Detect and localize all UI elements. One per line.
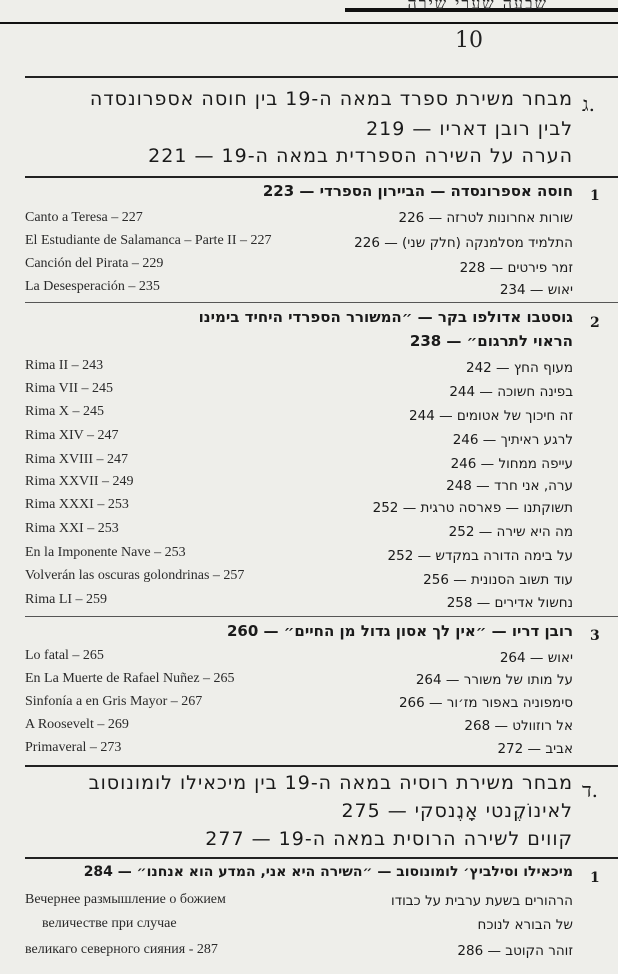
poem-hebrew: עייפה ממחול — 246 xyxy=(450,456,573,472)
poet-title: רובן דריו — ״אין לך אסון גדול מן החיים״ — 260 xyxy=(227,622,573,640)
poem-hebrew: תשוקתנו — פארסה טרגית — 252 xyxy=(372,500,573,516)
poem-original: Volverán las oscuras golondrinas – 257 xyxy=(25,568,245,583)
section-marker: ג. xyxy=(582,92,595,116)
section-marker: ד. xyxy=(582,778,598,802)
poem-hebrew: מה היא שירה — 252 xyxy=(448,524,573,540)
poet-title: חוסה אספרונסדה — הביירון הספרדי — 223 xyxy=(262,182,573,200)
poem-hebrew: יאוש — 234 xyxy=(499,282,573,298)
poem-hebrew: ערה, אני חרד — 248 xyxy=(446,478,573,494)
poem-hebrew: זמר פירטים — 228 xyxy=(459,260,573,276)
poem-original: Rima VII – 245 xyxy=(25,381,114,396)
poet-title: מיכאילו וסילביץ׳ לומונוסוב — ״השירה היא אני, המדע הוא אנחנו״ — 284 xyxy=(83,864,573,880)
poem-hebrew: סימפוניה באפור מז׳ור — 266 xyxy=(398,695,573,711)
poet-title: גוסטבו אדולפו בקר — ״המשורר הספרדי היחיד בימינו xyxy=(198,308,573,326)
poet-title: הראוי לתרגום״ — 238 xyxy=(409,332,573,350)
poem-hebrew: על מותו של משורר — 264 xyxy=(415,672,573,688)
section-title-line: מבחר משירת רוסיה במאה ה-19 בין מיכאילו לומונוסוב xyxy=(88,772,573,794)
poem-hebrew: נחשול אדירים — 258 xyxy=(446,595,573,611)
poem-hebrew: מעוף החץ — 242 xyxy=(465,360,573,376)
poem-original: великаго северного сияния - 287 xyxy=(25,942,218,957)
poem-original: Canto a Teresa – 227 xyxy=(25,210,143,225)
divider xyxy=(25,857,618,859)
poet-number: 1 xyxy=(590,188,600,204)
poem-original: Rima XIV – 247 xyxy=(25,428,119,443)
poem-original: Sinfonía a en Gris Mayor – 267 xyxy=(25,694,203,709)
poem-original: Rima II – 243 xyxy=(25,358,104,373)
poem-original: Rima XXI – 253 xyxy=(25,521,119,536)
poem-hebrew: על בימה הדורה במקדש — 252 xyxy=(387,548,573,564)
section-title-line: מבחר משירת ספרד במאה ה-19 בין חוסה אספרונסדה xyxy=(89,88,573,110)
running-header xyxy=(0,0,618,24)
poem-hebrew: הרהורים בשעת ערבית על כבודו xyxy=(391,893,573,909)
page-number: 10 xyxy=(455,28,483,53)
poem-original: A Roosevelt – 269 xyxy=(25,717,129,732)
poet-number: 3 xyxy=(590,628,600,644)
poem-hebrew: בפינה חשוכה — 244 xyxy=(449,384,573,400)
poem-hebrew: זה חיכוך של אטומים — 244 xyxy=(409,408,573,424)
running-title: שבעה שערי שירה xyxy=(407,0,548,13)
poem-original: величестве при случае xyxy=(42,916,177,931)
poem-original: Lo fatal – 265 xyxy=(25,648,104,663)
poem-original: Rima XVIII – 247 xyxy=(25,452,129,467)
poem-original: En la Imponente Nave – 253 xyxy=(25,545,186,560)
poem-hebrew: שורות אחרונות לטרזה — 226 xyxy=(398,210,573,226)
poem-original: Rima XXVII – 249 xyxy=(25,474,134,489)
section-title-line: לבין רובן דאריו — 219 xyxy=(366,118,573,140)
divider xyxy=(25,176,618,178)
poet-number: 2 xyxy=(590,315,600,331)
poem-original: El Estudiante de Salamanca – Parte II – 227 xyxy=(25,233,272,248)
poem-hebrew: אל רוזוולט — 268 xyxy=(464,718,573,734)
poet-number: 1 xyxy=(590,870,600,886)
poem-original: Rima XXXI – 253 xyxy=(25,497,129,512)
section-note: הערה על השירה הספרדית במאה ה-19 — 221 xyxy=(148,145,573,167)
poem-original: Canción del Pirata – 229 xyxy=(25,256,164,271)
divider xyxy=(25,302,618,303)
poem-hebrew: אביב — 272 xyxy=(497,741,573,757)
poem-original: Rima LI – 259 xyxy=(25,592,108,607)
poem-original: Primaveral – 273 xyxy=(25,740,122,755)
divider xyxy=(25,76,618,78)
section-title-line: לאינוֹקֶנטי אָנֶנסקי — 275 xyxy=(341,800,573,822)
poem-hebrew: יאוש — 264 xyxy=(499,650,573,666)
poem-original: La Desesperación – 235 xyxy=(25,279,160,294)
poem-original: Вечернее размышление о божием xyxy=(25,892,226,907)
divider xyxy=(25,765,618,767)
section-note: קווים לשירה הרוסית במאה ה-19 — 277 xyxy=(205,828,573,850)
poem-original: En La Muerte de Rafael Nuñez – 265 xyxy=(25,671,235,686)
poem-hebrew: של הבורא לנוכח xyxy=(477,917,573,933)
poem-hebrew: לרגע ראיתיך — 246 xyxy=(452,432,573,448)
poem-hebrew: זוהר הקוטב — 286 xyxy=(457,943,573,959)
poem-hebrew: עוד תשוב הסנונית — 256 xyxy=(423,572,573,588)
poem-original: Rima X – 245 xyxy=(25,404,104,419)
poem-hebrew: התלמיד מסלמנקה (חלק שני) — 226 xyxy=(354,235,573,251)
divider xyxy=(25,616,618,617)
